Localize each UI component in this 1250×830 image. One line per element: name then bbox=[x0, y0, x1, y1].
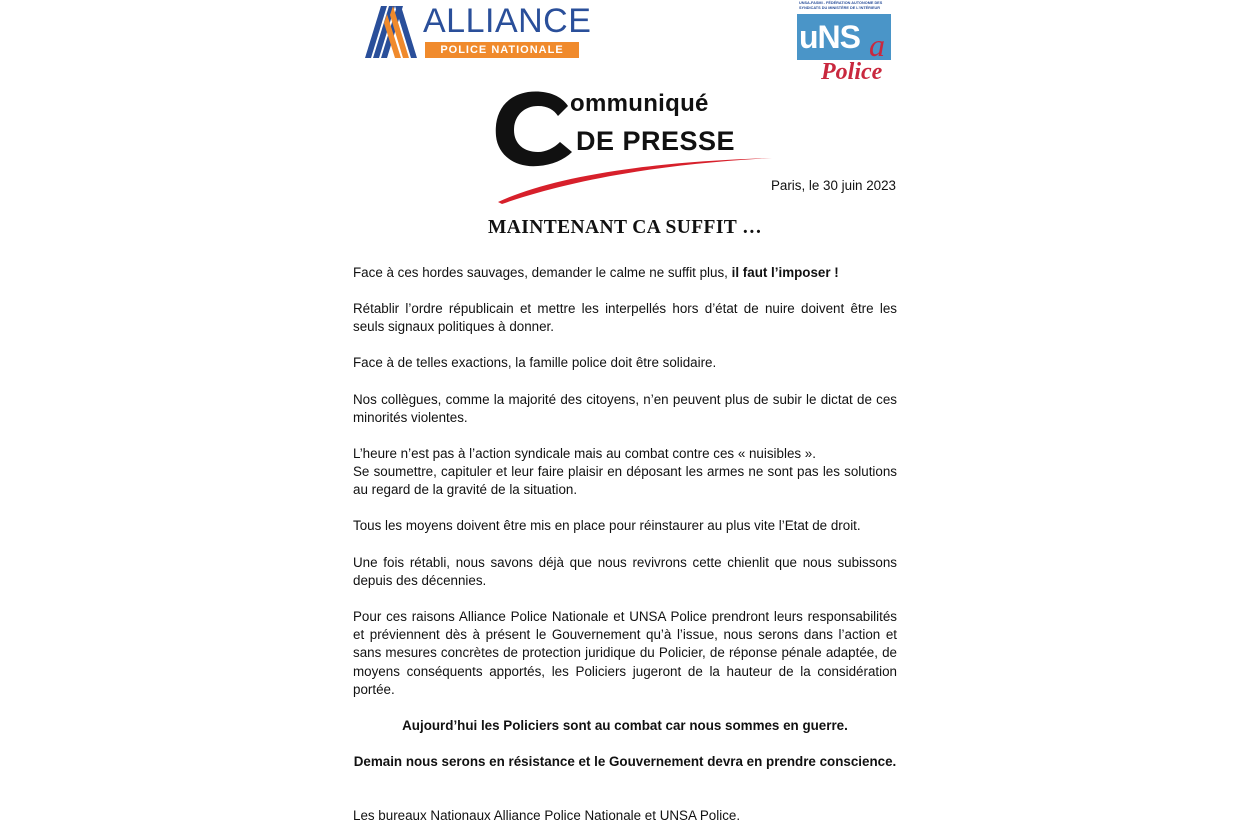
de-presse-word: DE PRESSE bbox=[576, 126, 736, 156]
bold-statement-1: Aujourd’hui les Policiers sont au combat car nous sommes en guerre. bbox=[402, 718, 848, 733]
alliance-name: ALLIANCE bbox=[423, 2, 592, 40]
paragraph-1-bold: il faut l’imposer ! bbox=[731, 265, 839, 280]
paragraph-6 bbox=[353, 517, 897, 535]
paragraph-6-text: Tous les moyens doivent être mis en place pour réinstaurer au plus vite l’Etat de droit. bbox=[353, 518, 861, 533]
paragraph-5a-text: L’heure n’est pas à l’action syndicale mais au combat contre ces « nuisibles ». bbox=[353, 446, 816, 461]
unsa-mark bbox=[797, 14, 891, 63]
paragraph-4 bbox=[353, 391, 897, 427]
paragraph-8 bbox=[353, 608, 897, 699]
paragraph-5 bbox=[353, 445, 897, 500]
communique-word: ommuniqué bbox=[570, 90, 709, 117]
communique-de-presse-logo bbox=[490, 86, 780, 206]
paragraph-8-text: Pour ces raisons Alliance Police Nationale et UNSA Police prendront leurs responsabilités et préviennent dès à présent le Gouvernement qu’à l’issue, nous serons dans l’action et sans mesures concrètes de protection juridique du Policier, de réponse pénale adaptée, de moyens conséquents apportés, les Policiers jugeront de la hauteur de la considération portée. bbox=[353, 609, 897, 697]
paragraph-3 bbox=[353, 354, 897, 372]
unsa-letters: uNS bbox=[799, 19, 860, 55]
document-title: MAINTENANT CA SUFFIT … bbox=[487, 217, 763, 238]
alliance-stripes-icon bbox=[365, 6, 419, 58]
alliance-subtitle: POLICE NATIONALE bbox=[425, 42, 579, 58]
paragraph-1-text: Face à ces hordes sauvages, demander le calme ne suffit plus, bbox=[353, 265, 732, 280]
paragraph-1 bbox=[353, 264, 897, 282]
bold-statement-2: Demain nous serons en résistance et le Gouvernement devra en prendre conscience. bbox=[353, 754, 897, 769]
unsa-police-word: Police bbox=[821, 59, 883, 85]
paragraph-2-text: Rétablir l’ordre républicain et mettre les interpellés hors d’état de nuire doivent être les seuls signaux politiques à donner. bbox=[353, 301, 897, 335]
unsa-a-letter: a bbox=[869, 27, 885, 63]
paragraph-4-text: Nos collègues, comme la majorité des citoyens, n’en peuvent plus de subir le dictat de ces minorités violentes. bbox=[353, 392, 897, 426]
paragraph-7-text: Une fois rétabli, nous savons déjà que nous revivrons cette chienlit que nous subissons depuis des décennies. bbox=[353, 555, 897, 589]
paragraph-5b-text: Se soumettre, capituler et leur faire plaisir en déposant les armes ne sont pas les solutions au regard de la gravité de la situation. bbox=[353, 464, 897, 498]
paragraph-7 bbox=[353, 554, 897, 590]
signature bbox=[353, 807, 897, 825]
paragraph-2 bbox=[353, 300, 897, 336]
unsa-tagline: UNSA-FASMI - FÉDÉRATION AUTONOME DES SYNDICATS DU MINISTÈRE DE L'INTÉRIEUR bbox=[799, 1, 883, 10]
alliance-police-nationale-logo bbox=[365, 2, 592, 58]
document-date: Paris, le 30 juin 2023 bbox=[770, 178, 896, 193]
paragraph-3-text: Face à de telles exactions, la famille police doit être solidaire. bbox=[353, 355, 717, 370]
unsa-police-logo bbox=[797, 0, 893, 88]
signature-text: Les bureaux Nationaux Alliance Police Nationale et UNSA Police. bbox=[353, 808, 741, 823]
